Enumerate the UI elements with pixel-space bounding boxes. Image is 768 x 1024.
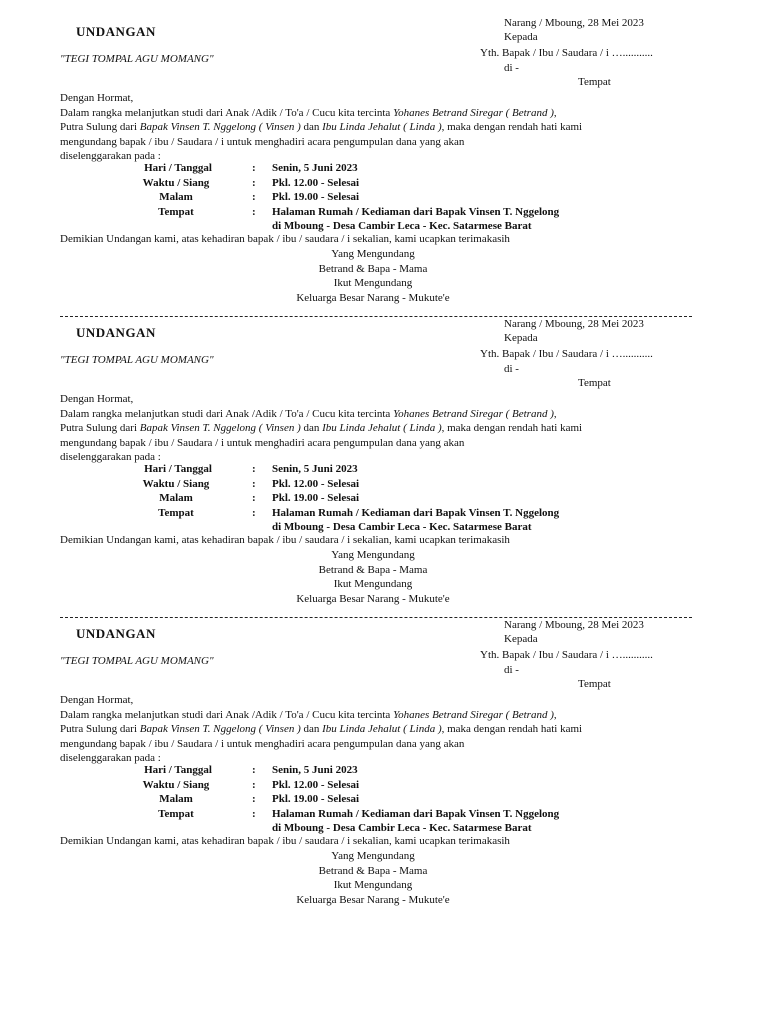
detail-row-place-2: di Mboung - Desa Cambir Leca - Kec. Satarmese Barat — [272, 220, 532, 232]
student-name: Yohanes Betrand Siregar ( Betrand ) — [393, 407, 554, 420]
closing-text: Demikian Undangan kami, atas kehadiran bapak / ibu / saudara / i sekalian, kami ucapkan terimakasih — [60, 534, 510, 546]
detail-row-place: Tempat : Halaman Rumah / Kediaman dari Bapak Vinsen T. Nggelong — [158, 807, 560, 820]
invitation-body — [60, 693, 700, 766]
detail-row-time: Waktu / Siang : Pkl. 12.00 - Selesai — [142, 477, 360, 490]
body-line-2: Putra Sulung dari Bapak Vinsen T. Nggelong ( Vinsen ) dan Ibu Linda Jehalut ( Linda ), maka dengan rendah hati kami — [60, 121, 583, 133]
place-date: Narang / Mboung, 28 Mei 2023 — [504, 619, 644, 631]
invitation-card-3 — [0, 618, 768, 918]
invitation-motto: "TEGI TOMPAL AGU MOMANG" — [60, 53, 214, 65]
mother-name: Ibu Linda Jehalut ( Linda ) — [322, 723, 442, 735]
tempat-label: Tempat — [578, 678, 611, 690]
detail-row-place-2: di Mboung - Desa Cambir Leca - Kec. Satarmese Barat — [272, 521, 532, 533]
detail-row-night: Malam : Pkl. 19.00 - Selesai — [159, 191, 360, 203]
father-name: Bapak Vinsen T. Nggelong ( Vinsen ) — [139, 422, 301, 434]
signature-block — [0, 247, 746, 305]
body-line-2: Putra Sulung dari Bapak Vinsen T. Nggelong ( Vinsen ) dan Ibu Linda Jehalut ( Linda ), maka dengan rendah hati kami — [60, 723, 583, 735]
sign-line-3: Ikut Mengundang — [333, 277, 413, 289]
sign-line-3: Ikut Mengundang — [333, 879, 413, 891]
detail-row-place: Tempat : Halaman Rumah / Kediaman dari Bapak Vinsen T. Nggelong — [158, 506, 560, 519]
greeting: Dengan Hormat, — [60, 694, 134, 706]
detail-row-place: Tempat : Halaman Rumah / Kediaman dari Bapak Vinsen T. Nggelong — [158, 205, 560, 218]
body-line-1: Dalam rangka melanjutkan studi dari Anak /Adik / To'a / Cucu kita tercinta Yohanes Betrand Siregar ( Betrand ), — [60, 708, 557, 721]
body-line-2: Putra Sulung dari Bapak Vinsen T. Nggelong ( Vinsen ) dan Ibu Linda Jehalut ( Linda ), maka dengan rendah hati kami — [60, 422, 583, 434]
invitation-title: UNDANGAN — [76, 325, 156, 340]
body-line-4: diselenggarakan pada : — [60, 752, 161, 764]
sign-line-2: Betrand & Bapa - Mama — [318, 563, 428, 576]
student-name: Yohanes Betrand Siregar ( Betrand ) — [393, 106, 554, 119]
detail-row-day: Hari / Tanggal : Senin, 5 Juni 2023 — [144, 162, 358, 174]
sign-line-3: Ikut Mengundang — [333, 578, 413, 590]
sign-line-4: Keluarga Besar Narang - Mukute'e — [296, 592, 450, 605]
detail-row-time: Waktu / Siang : Pkl. 12.00 - Selesai — [142, 176, 360, 189]
signature-block — [0, 849, 746, 907]
signature-block — [0, 548, 746, 606]
sign-line-2: Betrand & Bapa - Mama — [318, 262, 428, 275]
body-line-3: mengundang bapak / ibu / Saudara / i untuk menghadiri acara pengumpulan dana yang akan — [60, 436, 465, 449]
event-details — [0, 462, 768, 535]
closing-text: Demikian Undangan kami, atas kehadiran bapak / ibu / saudara / i sekalian, kami ucapkan terimakasih — [60, 233, 510, 245]
body-line-1: Dalam rangka melanjutkan studi dari Anak /Adik / To'a / Cucu kita tercinta Yohanes Betrand Siregar ( Betrand ), — [60, 407, 557, 420]
detail-row-day: Hari / Tanggal : Senin, 5 Juni 2023 — [144, 764, 358, 776]
detail-row-night: Malam : Pkl. 19.00 - Selesai — [159, 793, 360, 805]
kepada-label: Kepada — [504, 633, 538, 645]
sign-line-4: Keluarga Besar Narang - Mukute'e — [296, 893, 450, 906]
recipient-line: Yth. Bapak / Ibu / Saudara / i …........... — [480, 348, 653, 360]
father-name: Bapak Vinsen T. Nggelong ( Vinsen ) — [139, 723, 301, 735]
kepada-label: Kepada — [504, 31, 538, 43]
invitation-title: UNDANGAN — [76, 626, 156, 641]
event-details — [0, 763, 768, 836]
sign-line-4: Keluarga Besar Narang - Mukute'e — [296, 291, 450, 304]
greeting: Dengan Hormat, — [60, 92, 134, 104]
recipient-line: Yth. Bapak / Ibu / Saudara / i …........... — [480, 47, 653, 59]
event-details — [0, 161, 768, 234]
invitation-title: UNDANGAN — [76, 24, 156, 39]
detail-row-place-2: di Mboung - Desa Cambir Leca - Kec. Satarmese Barat — [272, 822, 532, 834]
body-line-3: mengundang bapak / ibu / Saudara / i untuk menghadiri acara pengumpulan dana yang akan — [60, 135, 465, 148]
mother-name: Ibu Linda Jehalut ( Linda ) — [322, 422, 442, 434]
di-label: di - — [504, 363, 519, 375]
closing-text: Demikian Undangan kami, atas kehadiran bapak / ibu / saudara / i sekalian, kami ucapkan terimakasih — [60, 835, 510, 847]
invitation-card-2 — [0, 317, 768, 617]
mother-name: Ibu Linda Jehalut ( Linda ) — [322, 121, 442, 133]
recipient-line: Yth. Bapak / Ibu / Saudara / i …........... — [480, 649, 653, 661]
body-line-1: Dalam rangka melanjutkan studi dari Anak /Adik / To'a / Cucu kita tercinta Yohanes Betrand Siregar ( Betrand ), — [60, 106, 557, 119]
invitation-motto: "TEGI TOMPAL AGU MOMANG" — [60, 354, 214, 366]
detail-row-day: Hari / Tanggal : Senin, 5 Juni 2023 — [144, 463, 358, 475]
body-line-3: mengundang bapak / ibu / Saudara / i untuk menghadiri acara pengumpulan dana yang akan — [60, 737, 465, 750]
student-name: Yohanes Betrand Siregar ( Betrand ) — [393, 708, 554, 721]
kepada-label: Kepada — [504, 332, 538, 344]
invitation-motto: "TEGI TOMPAL AGU MOMANG" — [60, 655, 214, 667]
di-label: di - — [504, 664, 519, 676]
sign-line-1: Yang Mengundang — [331, 850, 415, 862]
invitation-body — [60, 392, 700, 465]
place-date: Narang / Mboung, 28 Mei 2023 — [504, 17, 644, 29]
invitation-card-1 — [0, 16, 768, 316]
detail-row-night: Malam : Pkl. 19.00 - Selesai — [159, 492, 360, 504]
invitation-body — [60, 91, 700, 164]
tempat-label: Tempat — [578, 76, 611, 88]
detail-row-time: Waktu / Siang : Pkl. 12.00 - Selesai — [142, 778, 360, 791]
place-date: Narang / Mboung, 28 Mei 2023 — [504, 318, 644, 330]
body-line-4: diselenggarakan pada : — [60, 150, 161, 162]
body-line-4: diselenggarakan pada : — [60, 451, 161, 463]
sign-line-2: Betrand & Bapa - Mama — [318, 864, 428, 877]
sign-line-1: Yang Mengundang — [331, 549, 415, 561]
father-name: Bapak Vinsen T. Nggelong ( Vinsen ) — [139, 121, 301, 133]
di-label: di - — [504, 62, 519, 74]
sign-line-1: Yang Mengundang — [331, 248, 415, 260]
greeting: Dengan Hormat, — [60, 393, 134, 405]
tempat-label: Tempat — [578, 377, 611, 389]
